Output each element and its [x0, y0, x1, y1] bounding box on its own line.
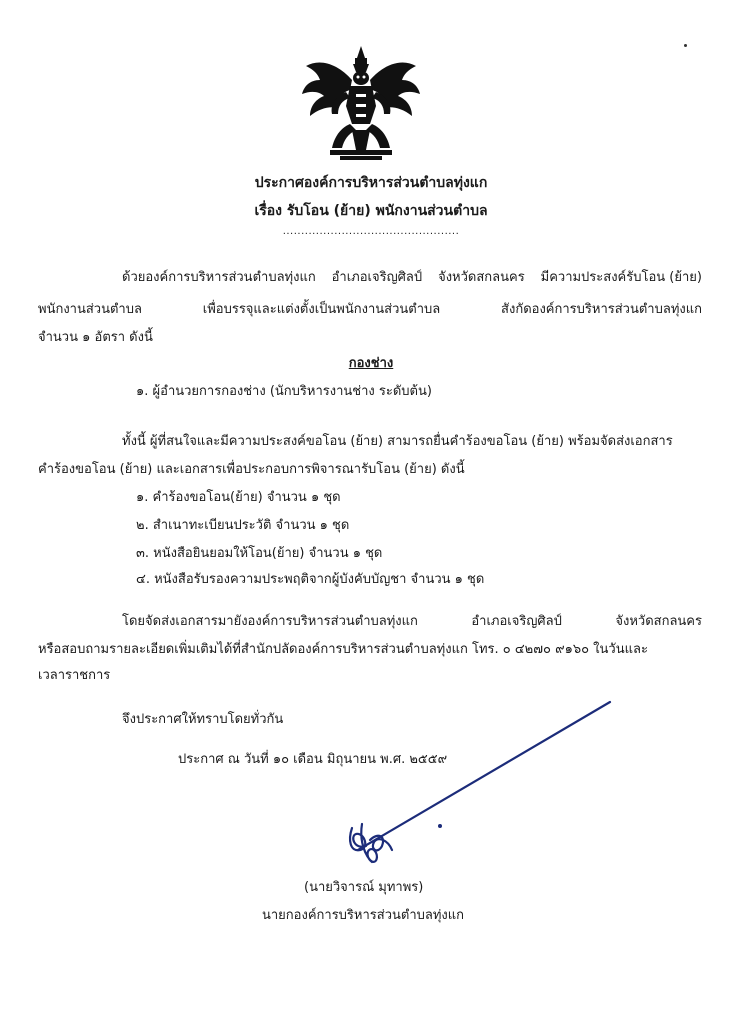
intro-district: อำเภอเจริญศิลป์ — [331, 270, 423, 285]
contact-district: อำเภอเจริญศิลป์ — [471, 614, 562, 629]
intro-line-2 — [38, 298, 702, 319]
intro-appoint: เพื่อบรรจุและแต่งตั้งเป็นพนักงานส่วนตำบล — [202, 302, 441, 317]
scan-speck — [684, 44, 687, 47]
contact-line-3: เวลาราชการ — [38, 668, 111, 683]
intro-line-3: จำนวน ๑ อัตรา ดังนี้ — [38, 330, 153, 345]
intro-org: ด้วยองค์การบริหารส่วนตำบลทุ่งแก — [122, 270, 316, 285]
contact-line-2: หรือสอบถามรายละเอียดเพิ่มเติมได้ที่สำนักปลัดองค์การบริหารส่วนตำบลทุ่งแก โทร. ๐ ๔๒๗๐ ๙๑๖๐ ในวันและ — [38, 642, 648, 657]
section-heading: กองช่าง — [348, 356, 394, 371]
intro-staff: พนักงานส่วนตำบล — [38, 302, 142, 317]
handwritten-signature — [330, 700, 630, 880]
intro-affiliation: สังกัดองค์การบริหารส่วนตำบลทุ่งแก — [501, 302, 702, 317]
document-item: ๔. หนังสือรับรองความประพฤติจากผู้บังคับบัญชา จำนวน ๑ ชุด — [136, 572, 485, 587]
signatory-position: นายกองค์การบริหารส่วนตำบลทุ่งแก — [262, 908, 465, 923]
document-item: ๑. คำร้องขอโอน(ย้าย) จำนวน ๑ ชุด — [136, 490, 341, 505]
contact-line-1 — [122, 610, 702, 631]
garuda-emblem-icon — [300, 44, 422, 162]
documents-line-1: ทั้งนี้ ผู้ที่สนใจและมีความประสงค์ขอโอน (ย้าย) สามารถยื่นคำร้องขอโอน (ย้าย) พร้อมจัดส่งเอกสาร — [122, 434, 673, 449]
announcement-subject: เรื่อง รับโอน (ย้าย) พนักงานส่วนตำบล — [254, 203, 488, 219]
document-item: ๒. สำเนาทะเบียนประวัติ จำนวน ๑ ชุด — [136, 518, 350, 533]
contact-org: โดยจัดส่งเอกสารมายังองค์การบริหารส่วนตำบลทุ่งแก — [122, 614, 418, 629]
intro-purpose: มีความประสงค์รับโอน (ย้าย) — [540, 270, 702, 285]
section-position: ๑. ผู้อำนวยการกองช่าง (นักบริหารงานช่าง ระดับต้น) — [136, 384, 432, 399]
document-item: ๓. หนังสือยินยอมให้โอน(ย้าย) จำนวน ๑ ชุด — [136, 546, 383, 561]
contact-province: จังหวัดสกลนคร — [615, 614, 702, 629]
intro-province: จังหวัดสกลนคร — [438, 270, 525, 285]
documents-line-2: คำร้องขอโอน (ย้าย) และเอกสารเพื่อประกอบการพิจารณารับโอน (ย้าย) ดังนี้ — [38, 462, 465, 477]
announcement-date: ประกาศ ณ วันที่ ๑๐ เดือน มิถุนายน พ.ศ. ๒๕๕๙ — [178, 752, 448, 767]
intro-line-1 — [122, 266, 702, 287]
closing-announce: จึงประกาศให้ทราบโดยทั่วกัน — [122, 712, 284, 727]
signatory-name: (นายวิจารณ์ มุทาพร) — [304, 880, 424, 895]
announcement-title: ประกาศองค์การบริหารส่วนตำบลทุ่งแก — [254, 175, 488, 191]
title-separator: ................................................ — [282, 226, 460, 237]
